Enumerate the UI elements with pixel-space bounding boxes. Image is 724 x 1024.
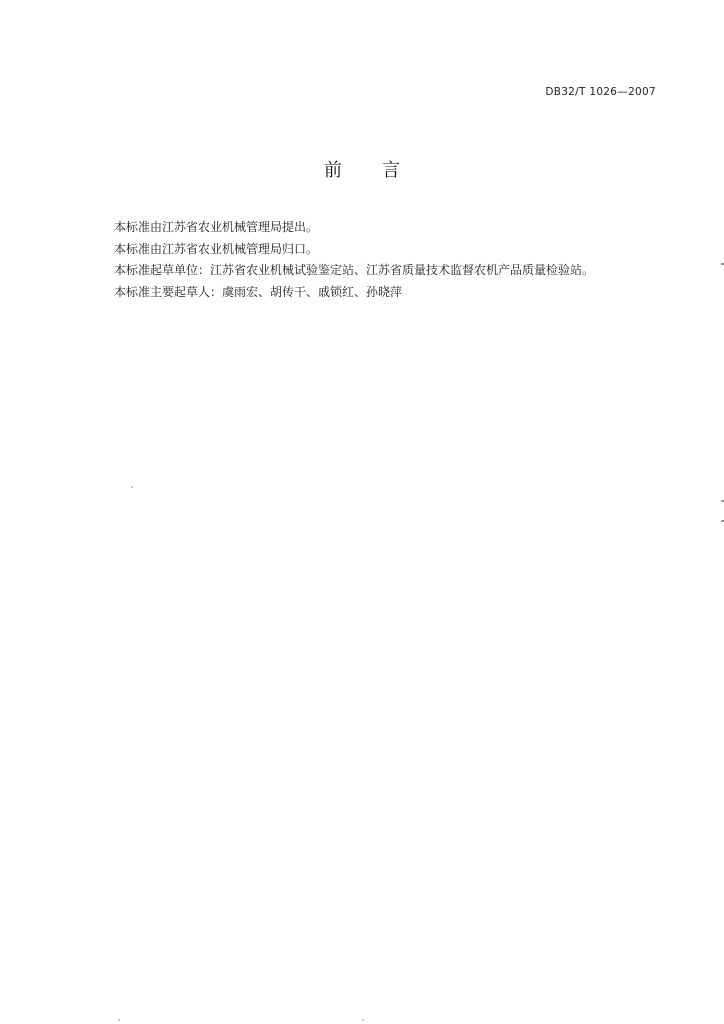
scan-speck: [131, 486, 133, 488]
paragraph-drafting-units: 本标准起草单位：江苏省农业机械试验鉴定站、江苏省质量技术监督农机产品质量检验站。: [114, 263, 595, 277]
scan-speck: [362, 1019, 364, 1021]
page-title: [0, 156, 724, 182]
standard-code: DB32/T 1026—2007: [545, 86, 656, 98]
scan-speck: [118, 1019, 120, 1021]
title-char-1: 前: [324, 160, 342, 181]
paragraph-administrator: 本标准由江苏省农业机械管理局归口。: [114, 241, 319, 256]
paragraph-drafters: 本标准主要起草人：虞雨宏、胡传干、戚锁红、孙晓萍: [114, 284, 403, 299]
foreword-body: [114, 217, 644, 303]
title-char-2: 言: [382, 160, 400, 181]
paragraph-proposer: 本标准由江苏省农业机械管理局提出。: [114, 220, 319, 234]
